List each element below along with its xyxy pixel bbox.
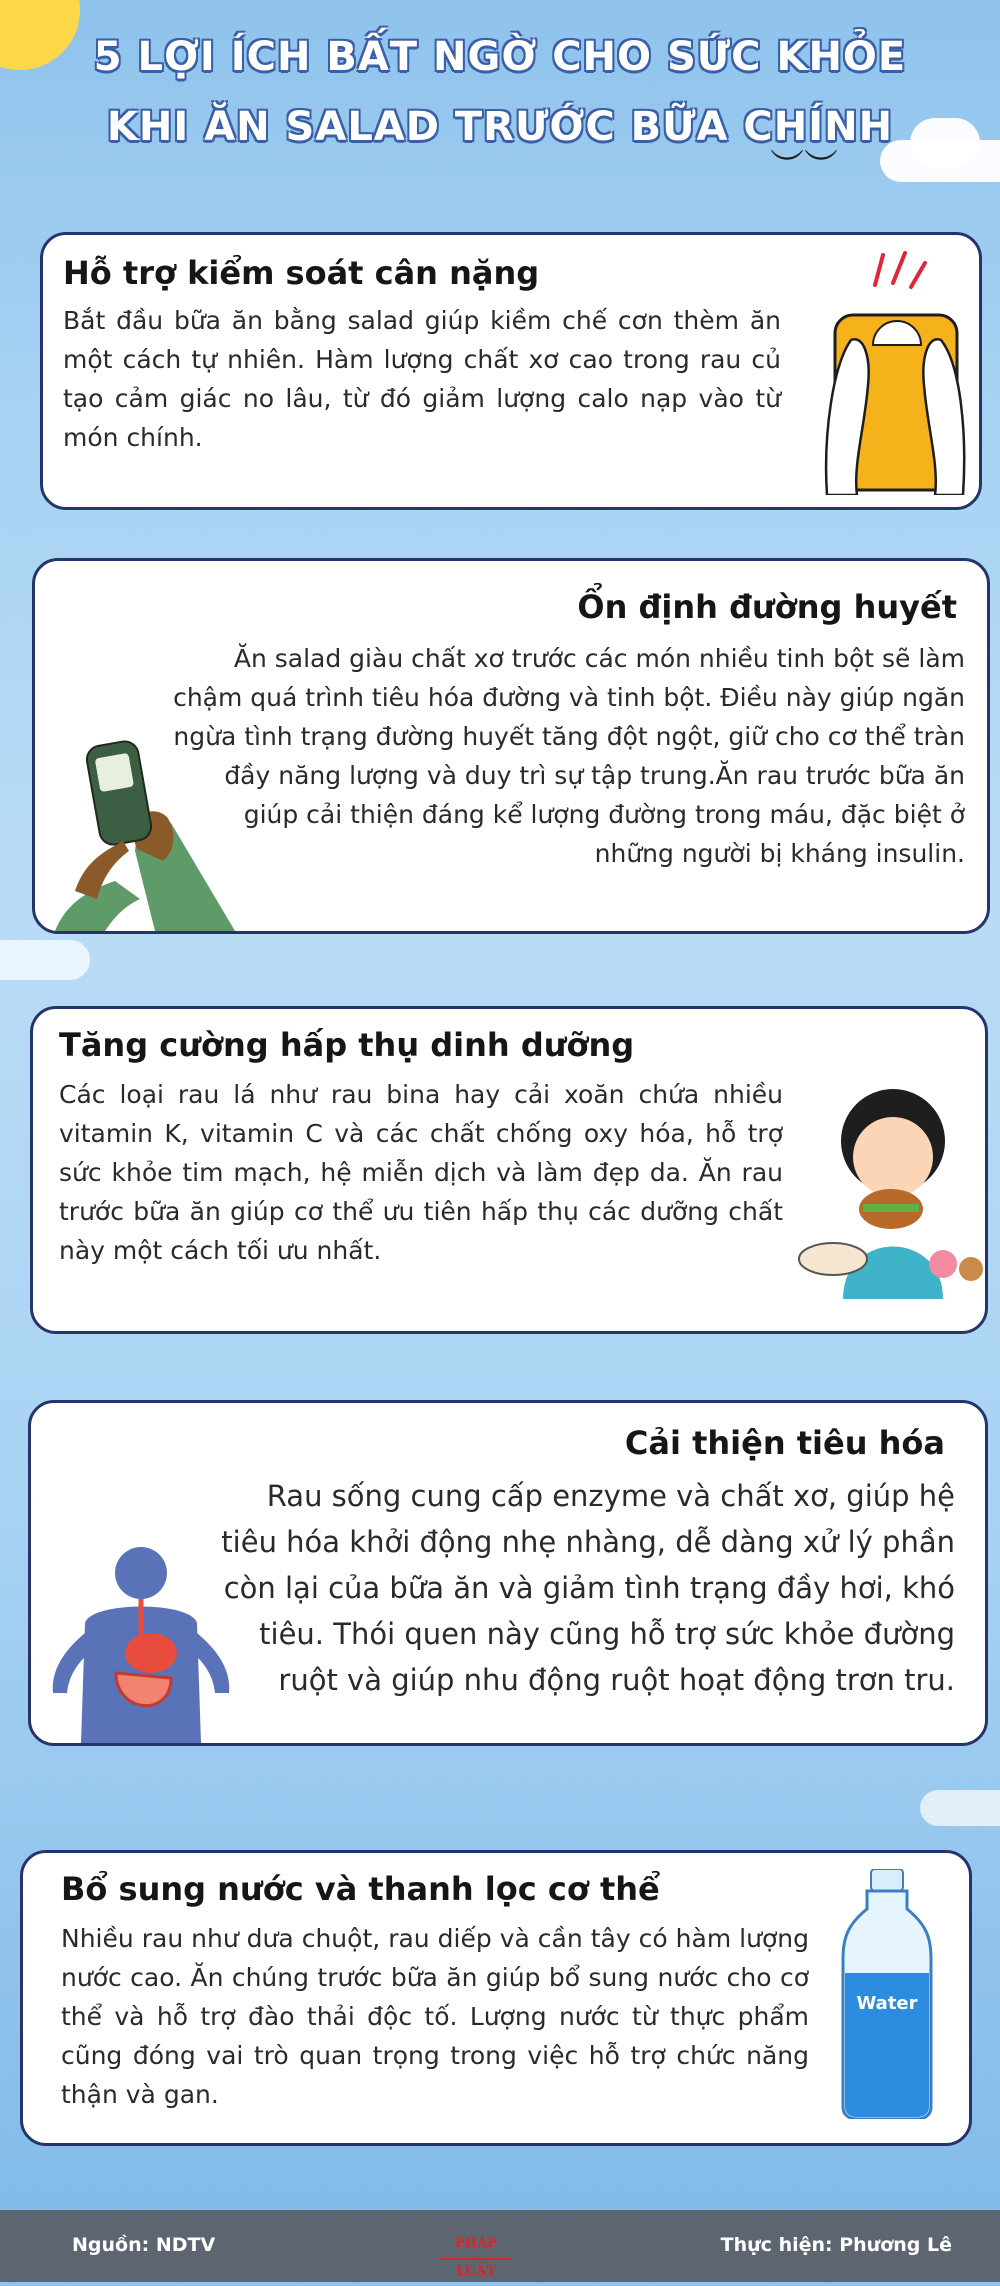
- benefit-card-hydration: [20, 1850, 972, 2146]
- card-heading: Bổ sung nước và thanh lọc cơ thể: [61, 1870, 660, 1908]
- card-heading: Ổn định đường huyết: [577, 588, 957, 626]
- benefit-card-blood-sugar: [32, 558, 990, 934]
- card-body: Ăn salad giàu chất xơ trước các món nhiều tinh bột sẽ làm chậm quá trình tiêu hóa đường và tinh bột. Điều này giúp ngăn ngừa tình trạng đường huyết tăng đột ngột, giữ cho cơ thể tràn đầy năng lượng và duy trì sự tập trung.Ăn rau trước bữa ăn giúp cải thiện đáng kể lượng đường trong máu, đặc biệt ở những người bị kháng insulin.: [173, 644, 965, 868]
- water-bottle-icon: [837, 1869, 937, 2119]
- girl-eating-icon: [793, 1069, 983, 1299]
- card-body: Các loại rau lá như rau bina hay cải xoăn chứa nhiều vitamin K, vitamin C và các chất chống oxy hóa, hỗ trợ sức khỏe tim mạch, hệ miễn dịch và làm đẹp da. Ăn rau trước bữa ăn giúp cơ thể ưu tiên hấp thụ các dưỡng chất này một cách tối ưu nhất.: [59, 1080, 783, 1265]
- card-body: Nhiều rau như dưa chuột, rau diếp và cần tây có hàm lượng nước cao. Ăn chúng trước bữa ăn giúp bổ sung nước cho cơ thể và hỗ trợ đào thải độc tố. Lượng nước từ thực phẩm cũng đóng vai trò quan trọng trong việc hỗ trợ chức năng thận và gan.: [61, 1924, 809, 2109]
- footer-bar: [0, 2210, 1000, 2282]
- card-body: Bắt đầu bữa ăn bằng salad giúp kiềm chế cơn thèm ăn một cách tự nhiên. Hàm lượng chất xơ cao trong rau củ tạo cảm giác no lâu, từ đó giảm lượng calo nạp vào từ món chính.: [63, 306, 781, 452]
- page-title: [40, 22, 960, 162]
- author-credit: Thực hiện: Phương Lê: [720, 2234, 952, 2256]
- source-credit: Nguồn: NDTV: [72, 2234, 216, 2256]
- glucose-meter-icon: [45, 731, 245, 931]
- digestive-system-icon: [41, 1543, 241, 1743]
- cloud-decoration: [920, 1790, 1000, 1826]
- publisher-logo: PHÁP LUẬT: [440, 2230, 512, 2260]
- bottle-label: Water: [856, 1993, 918, 2014]
- benefit-card-weight: [40, 232, 982, 510]
- benefit-card-digestion: [28, 1400, 988, 1746]
- benefit-card-nutrition: [30, 1006, 988, 1334]
- cloud-decoration: [0, 940, 90, 980]
- card-heading: Hỗ trợ kiểm soát cân nặng: [63, 254, 540, 292]
- title-line-2: KHI ĂN SALAD TRƯỚC BỮA CHÍNH: [106, 104, 894, 150]
- card-heading: Tăng cường hấp thụ dinh dưỡng: [59, 1026, 635, 1064]
- weighing-scale-icon: [813, 245, 978, 495]
- card-heading: Cải thiện tiêu hóa: [624, 1424, 945, 1462]
- bird-icon: ︶︶: [770, 147, 838, 187]
- card-body: Rau sống cung cấp enzyme và chất xơ, giúp hệ tiêu hóa khởi động nhẹ nhàng, dễ dàng xử lý phần còn lại của bữa ăn và giảm tình trạng đầy hơi, khó tiêu. Thói quen này cũng hỗ trợ sức khỏe đường ruột và giúp nhu động ruột hoạt động trơn tru.: [221, 1479, 955, 1697]
- title-line-1: 5 LỢI ÍCH BẤT NGỜ CHO SỨC KHỎE: [93, 34, 907, 80]
